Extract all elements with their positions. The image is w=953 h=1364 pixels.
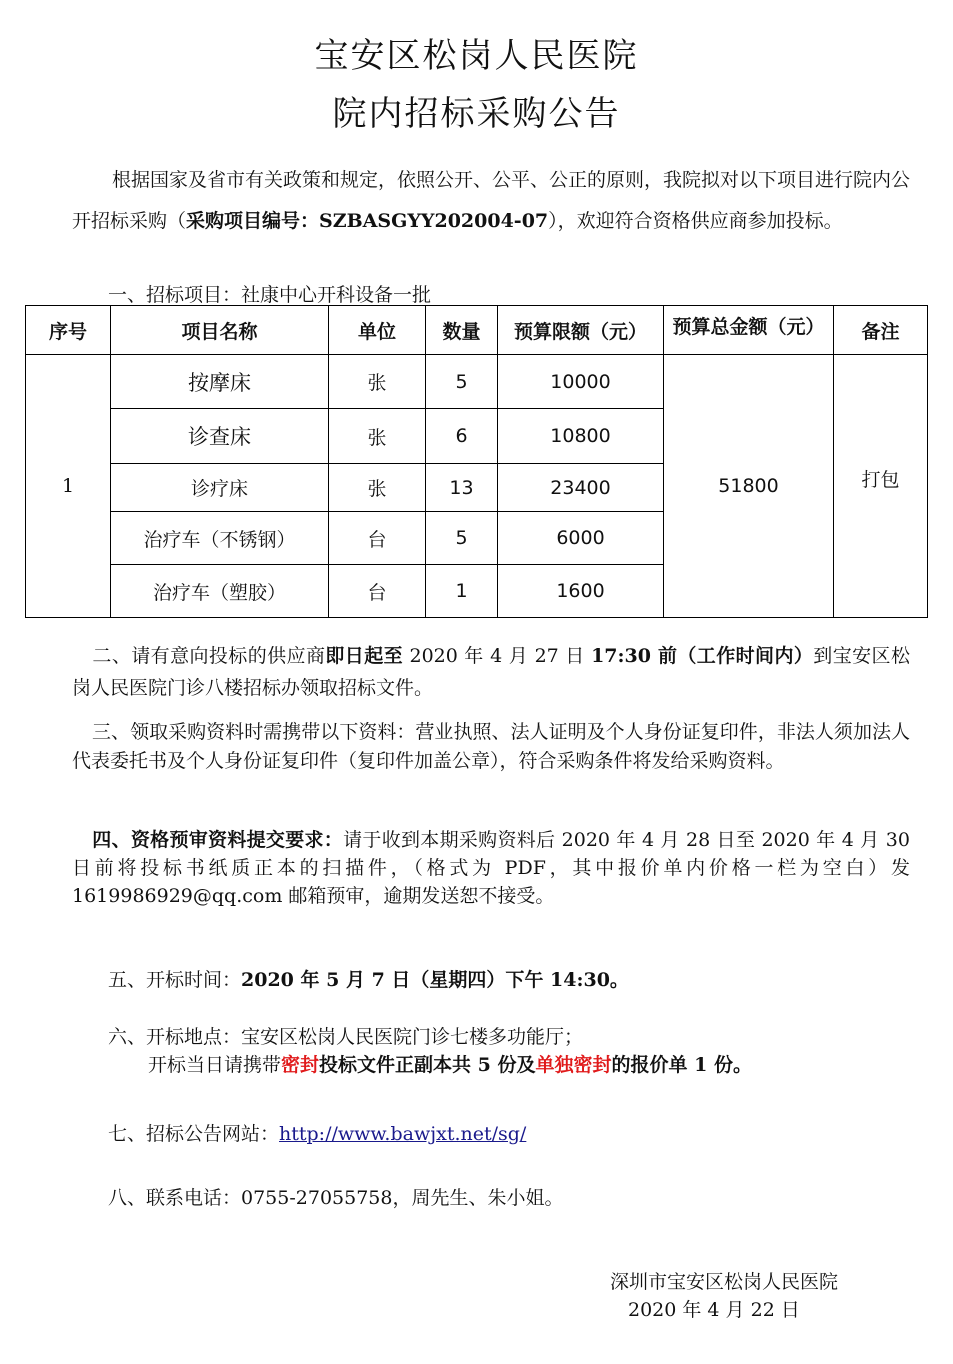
section-4-text: 请于收到本期采购资料后 2020 年 4 月 28 日至 2020 年 4 月 30 日前将投标书纸质正本的扫描件，（格式为 PDF，其中报价单内价格一栏为空白）发 1619986929@qq.com 邮箱预审，逾期发送恕不接受。: [72, 829, 910, 907]
cell-unit: 台: [329, 565, 426, 618]
section-2-text-a: 二、请有意向投标的供应商: [92, 645, 326, 667]
project-number: 采购项目编号：SZBASGYY202004-07: [186, 210, 549, 232]
section-6-text-a: 开标当日请携带: [148, 1054, 282, 1076]
section-6-text-c: 的报价单 1 份。: [611, 1054, 752, 1076]
header-unit: 单位: [329, 306, 426, 355]
section-2-paragraph: [72, 640, 910, 704]
section-5-time: 2020 年 5 月 7 日（星期四）下午 14:30。: [241, 969, 629, 991]
header-remark: 备注: [834, 306, 928, 355]
cell-budget: 10800: [498, 409, 664, 464]
section-6-text-b: 投标文件正副本共 5 份及: [319, 1054, 536, 1076]
cell-seq: 1: [26, 355, 111, 618]
table-header-row: [26, 306, 928, 355]
bid-items-table: [25, 305, 928, 618]
section-6-red-sealed: 密封: [281, 1054, 320, 1076]
section-4-heading: 四、资格预审资料提交要求：: [92, 829, 344, 851]
cell-remark: 打包: [834, 355, 928, 618]
cell-budget: 10000: [498, 355, 664, 409]
intro-text-before: 根据国家及省市有关政策和规定，依照公开、公平、公正的原则，我院拟对以下项目进行院内公开招标采购（: [72, 169, 911, 232]
announcement-website-link[interactable]: http://www.bawjxt.net/sg/: [279, 1123, 527, 1145]
section-2-text-e: 到宝安区松岗人民医院门诊八楼招标办领取招标文件。: [72, 645, 910, 699]
section-6-line-2: [148, 1050, 752, 1077]
section-2-deadline: 17:30 前（工作时间内）: [591, 645, 814, 667]
header-total-budget: 预算总金额（元）: [664, 306, 834, 355]
cell-item-name: 诊疗床: [111, 464, 329, 512]
header-seq: 序号: [26, 306, 111, 355]
cell-unit: 台: [329, 512, 426, 565]
cell-item-name: 治疗车（塑胶）: [111, 565, 329, 618]
cell-unit: 张: [329, 355, 426, 409]
cell-quantity: 1: [426, 565, 498, 618]
section-6-red-separately-sealed: 单独密封: [535, 1054, 612, 1076]
cell-quantity: 5: [426, 355, 498, 409]
cell-total-budget: 51800: [664, 355, 834, 618]
section-5-label: 五、开标时间：: [108, 969, 242, 991]
cell-budget: 23400: [498, 464, 664, 512]
section-3-text: 三、领取采购资料时需携带以下资料：营业执照、法人证明及个人身份证复印件，非法人须加法人代表委托书及个人身份证复印件（复印件加盖公章），符合采购条件将发给采购资料。: [72, 721, 910, 772]
section-2-bold-b: 即日起至: [325, 645, 404, 667]
signature-org: 深圳市宝安区松岗人民医院: [610, 1271, 839, 1293]
cell-item-name: 诊查床: [111, 409, 329, 464]
section-2-date: 2020 年 4 月 27 日: [403, 645, 592, 667]
table-row: [26, 355, 928, 409]
page-title: 宝安区松岗人民医院: [314, 36, 639, 76]
cell-budget: 6000: [498, 512, 664, 565]
section-3-paragraph: [72, 718, 910, 776]
signature-date: 2020 年 4 月 22 日: [628, 1299, 800, 1321]
cell-quantity: 5: [426, 512, 498, 565]
section-1-heading: 一、招标项目：社康中心开科设备一批: [108, 284, 432, 306]
cell-quantity: 13: [426, 464, 498, 512]
section-4-paragraph: [72, 826, 910, 910]
cell-budget: 1600: [498, 565, 664, 618]
intro-text-after: ），欢迎符合资格供应商参加投标。: [548, 210, 843, 232]
cell-item-name: 按摩床: [111, 355, 329, 409]
section-8-line: 八、联系电话：0755-27055758，周先生、朱小姐。: [108, 1187, 564, 1209]
intro-paragraph: [72, 160, 910, 242]
cell-unit: 张: [329, 409, 426, 464]
cell-item-name: 治疗车（不锈钢）: [111, 512, 329, 565]
cell-quantity: 6: [426, 409, 498, 464]
header-item-name: 项目名称: [111, 306, 329, 355]
section-7-label: 七、招标公告网站：: [108, 1123, 280, 1145]
section-7-line: [108, 1119, 526, 1146]
header-quantity: 数量: [426, 306, 498, 355]
page-subtitle: 院内招标采购公告: [332, 94, 621, 134]
header-budget-limit: 预算限额（元）: [498, 306, 664, 355]
cell-unit: 张: [329, 464, 426, 512]
section-5-line: [108, 965, 629, 992]
section-6-line-1: 六、开标地点：宝安区松岗人民医院门诊七楼多功能厅；: [108, 1026, 584, 1048]
